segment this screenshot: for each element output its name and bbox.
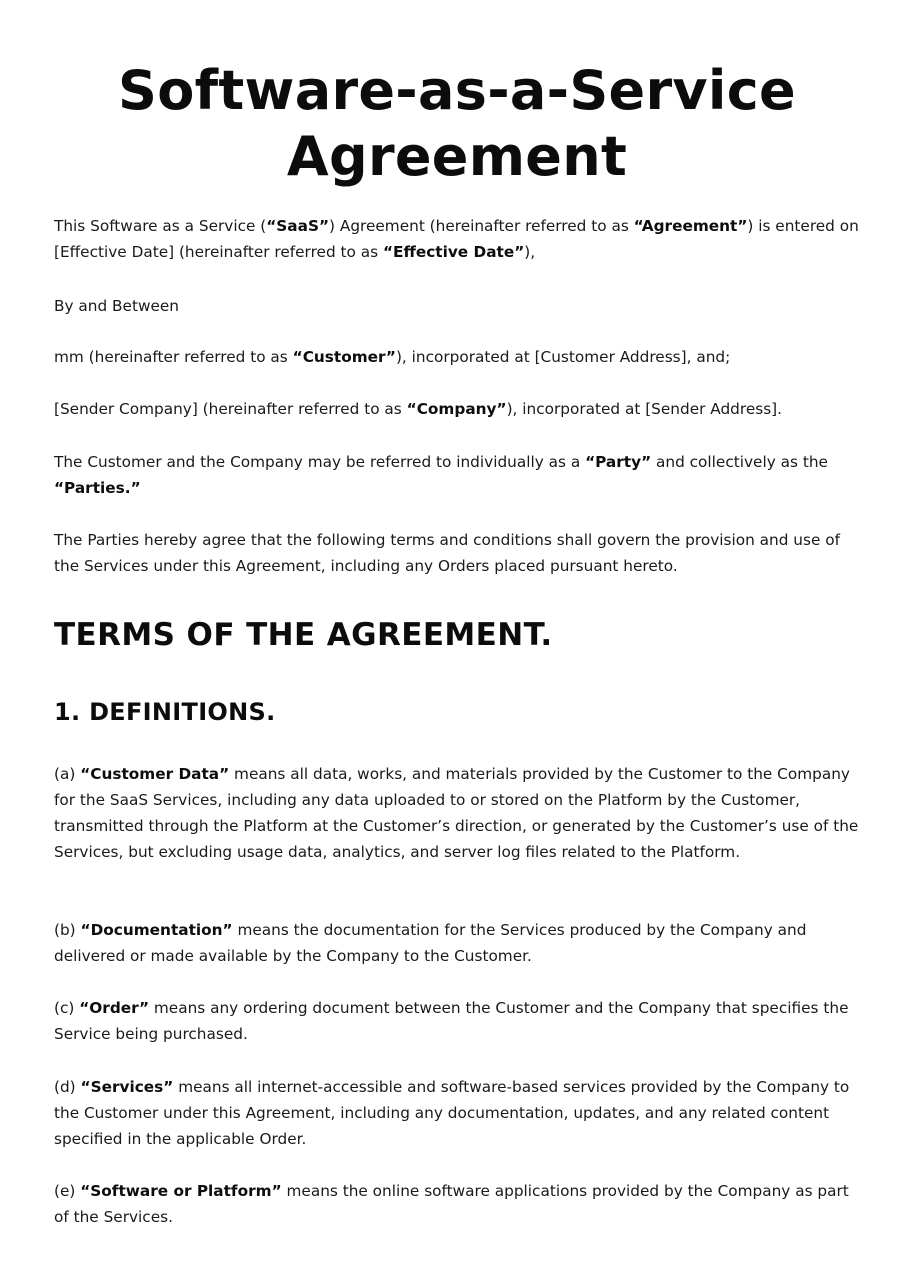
parties-text: The Customer and the Company may be referred to individually as a <box>54 453 586 471</box>
definition-label: (b) <box>54 921 81 939</box>
intro-text: ) is entered on [Effective Date] (hereinafter referred to as <box>54 217 859 261</box>
definition-term: “Customer Data” <box>80 765 230 783</box>
definition-item <box>54 917 860 969</box>
definition-term: “Order” <box>79 999 150 1017</box>
terms-heading: TERMS OF THE AGREEMENT. <box>54 617 553 653</box>
term-effective-date: “Effective Date” <box>382 243 525 261</box>
definition-label: (e) <box>54 1182 81 1200</box>
definition-item <box>54 1178 860 1230</box>
definition-text: means the online software applications provided by the Company as part of the Services. <box>54 1182 849 1226</box>
intro-text: ), <box>524 243 536 261</box>
definition-text: means any ordering document between the Customer and the Company that specifies the Service being purchased. <box>54 999 849 1043</box>
definition-text: means all internet-accessible and software-based services provided by the Company to the Customer under this Agreement, including any documentation, updates, and any related content specified in the applicable Order. <box>54 1078 850 1148</box>
term-agreement: “Agreement” <box>633 217 748 235</box>
definition-item <box>54 1074 860 1152</box>
intro-paragraph <box>54 213 860 265</box>
term-parties: “Parties.” <box>54 479 141 497</box>
by-and-between: By and Between <box>54 297 179 315</box>
term-party: “Party” <box>585 453 652 471</box>
customer-text: ), incorporated at [Customer Address], and; <box>395 348 731 366</box>
company-text: [Sender Company] (hereinafter referred to as <box>54 400 407 418</box>
definition-term: “Services” <box>80 1078 174 1096</box>
term-customer: “Customer” <box>292 348 396 366</box>
title-line-1: Software-as-a-Service <box>118 59 796 122</box>
definition-text: means all data, works, and materials provided by the Customer to the Company for the SaaS Services, including any data uploaded to or stored on the Platform by the Customer, transmitted through the Platform at the Customer’s direction, or generated by the Customer’s use of the Services, but excluding usage data, analytics, and server log files related to the Platform. <box>54 765 859 861</box>
definition-term: “Software or Platform” <box>80 1182 282 1200</box>
definition-label: (a) <box>54 765 81 783</box>
intro-text: ) Agreement (hereinafter referred to as <box>329 217 634 235</box>
customer-text: mm (hereinafter referred to as <box>54 348 293 366</box>
term-company: “Company” <box>406 400 507 418</box>
definition-label: (c) <box>54 999 80 1017</box>
company-paragraph <box>54 396 860 422</box>
company-text: ), incorporated at [Sender Address]. <box>506 400 783 418</box>
term-saas: “SaaS” <box>266 217 330 235</box>
title-line-2: Agreement <box>286 125 628 188</box>
definition-item <box>54 761 860 865</box>
definition-text: means the documentation for the Services produced by the Company and delivered or made available by the Company to the Customer. <box>54 921 807 965</box>
intro-text: This Software as a Service ( <box>54 217 267 235</box>
agreement-paragraph: The Parties hereby agree that the following terms and conditions shall govern the provision and use of the Services under this Agreement, including any Orders placed pursuant hereto. <box>54 531 840 575</box>
customer-paragraph <box>54 344 860 370</box>
definition-item <box>54 995 860 1047</box>
definition-label: (d) <box>54 1078 81 1096</box>
document-title <box>54 58 860 190</box>
parties-text: and collectively as the <box>651 453 828 471</box>
definitions-heading: 1. DEFINITIONS. <box>54 698 276 726</box>
parties-paragraph <box>54 449 860 501</box>
definition-term: “Documentation” <box>80 921 233 939</box>
